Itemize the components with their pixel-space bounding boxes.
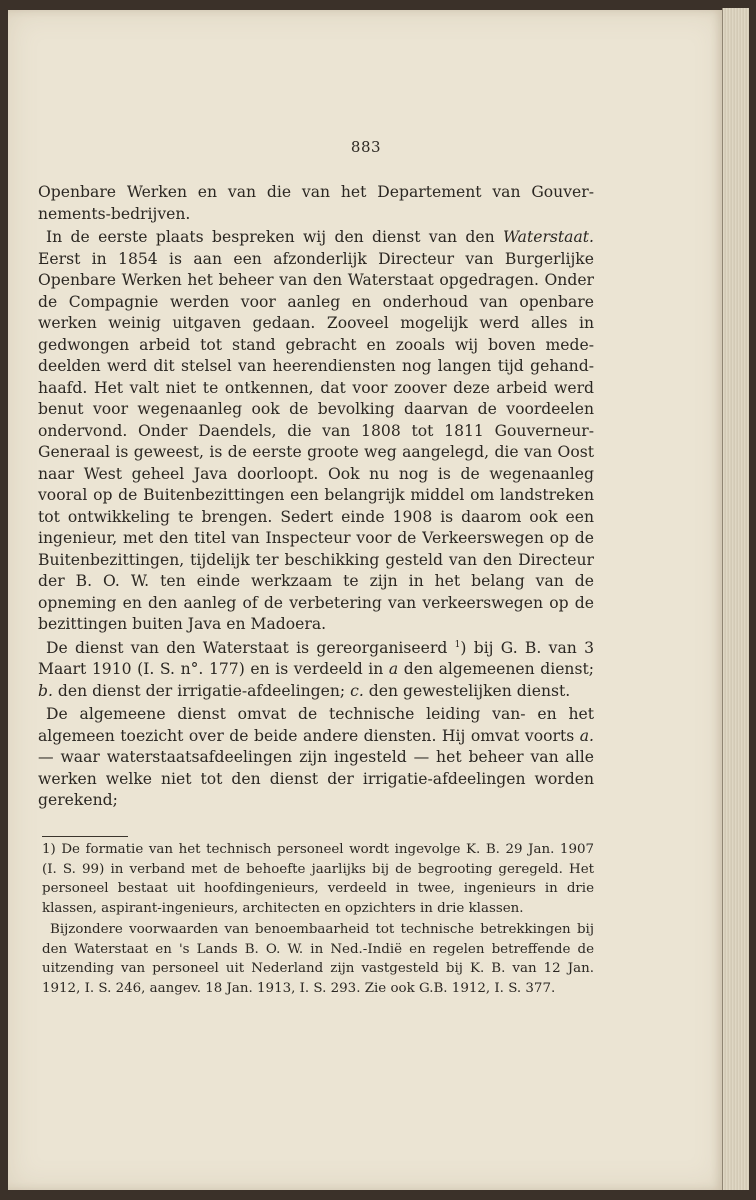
paragraph-3 (38, 638, 594, 703)
footnote-1-continued: Bijzondere voorwaarden van benoembaarheid tot technische betrekkingen bij den Waterstaat en 's Lands B. O. W. in Ned.-Indië en regelen betreffende de uitzending van personeel uit Nederland zijn vastgesteld bij K. B. van 12 Jan. 1912, I. S. 246, aangev. 18 Jan. 1913, I. S. 293. Zie ook G.B. 1912, I. S. 377. (42, 922, 594, 996)
italic-term: Waterstaat. (502, 228, 594, 246)
italic-letter: a. (579, 726, 594, 745)
paragraph-2 (38, 227, 594, 636)
italic-letter: a (388, 660, 399, 678)
paragraph-text: De dienst van den Waterstaat is gereorganiseerd (46, 638, 455, 657)
paragraph-text: In de eerste plaats bespreken wij den dienst van den (46, 228, 503, 246)
footnote-ref: 1 (454, 639, 461, 650)
page-edge (722, 8, 749, 1190)
italic-letter: b. (38, 681, 53, 700)
footnotes (42, 840, 594, 1000)
paragraph-text: den gewestelijken dienst. (363, 681, 571, 700)
paragraph-text: — waar waterstaatsafdeelingen zijn ingesteld — het beheer van alle werken welke niet tot den dienst der irrigatie-afdeelingen worden gerekend; (38, 748, 594, 809)
paragraph-text: Eerst in 1854 is aan een afzonderlijk Directeur van Burgerlijke Openbare Werken het beheer van den Waterstaat opgedragen. Onder de Compagnie werden voor aanleg en onderhoud van openbare werken weinig uitgaven gedaan. Zooveel mogelijk werd alles in gedwongen arbeid tot stand gebracht en zooals wij boven mededeelden werd dit stelsel van heerendiensten nog langen tijd gehandhaafd. Het valt niet te ontkennen, dat voor zoover deze arbeid werd benut voor wegenaanleg ook de bevolking daarvan de voordeelen ondervond. Onder Daendels, die van 1808 tot 1811 Gouverneur-Generaal is geweest, is de eerste groote weg aangelegd, die van Oost naar West geheel Java doorloopt. Ook nu nog is de wegenaanleg vooral op de Buitenbezittingen een belangrijk middel om landstreken tot ontwikkeling te brengen. Sedert einde 1908 is daarom ook een ingenieur, met den titel van Inspecteur voor de Verkeerswegen op de Buitenbezittingen, tijdelijk ter beschikking gesteld van den Directeur der B. O. W. ten einde werkzaam te zijn in het belang van de opneming en den aanleg of de verbetering van verkeerswegen op de bezittingen buiten Java en Madoera. (38, 249, 594, 633)
paragraph-1 (38, 182, 594, 225)
footnote-divider (42, 836, 128, 837)
paragraph-text: De algemeene dienst omvat de technische leiding van- en het algemeen toezicht over de beide andere diensten. Hij omvat voorts (38, 705, 594, 745)
book-page (8, 10, 724, 1190)
footnote-1: 1) De formatie van het technisch personeel wordt ingevolge K. B. 29 Jan. 1907 (I. S. 99) in verband met de behoefte jaarlijks bij de begrooting geregeld. Het personeel bestaat uit hoofdingenieurs, verdeeld in twee, ingenieurs in drie klassen, aspirant-ingenieurs, architecten en opzichters in drie klassen. (42, 842, 594, 916)
paragraph-text: den dienst der irrigatie-afdeelingen; (52, 681, 351, 700)
body-text (38, 182, 594, 814)
paragraph-text: ) bij G. B. van 3 Maart 1910 (I. S. n°. 177) en is verdeeld in (38, 638, 594, 678)
page-number: 883 (350, 138, 382, 156)
paragraph-4 (38, 704, 594, 812)
paragraph-text: den algemeenen dienst; (398, 660, 594, 678)
italic-letter: c. (350, 681, 364, 700)
paragraph-text: Openbare Werken en van die van het Departement van Gouvernements-bedrijven. (38, 183, 594, 223)
